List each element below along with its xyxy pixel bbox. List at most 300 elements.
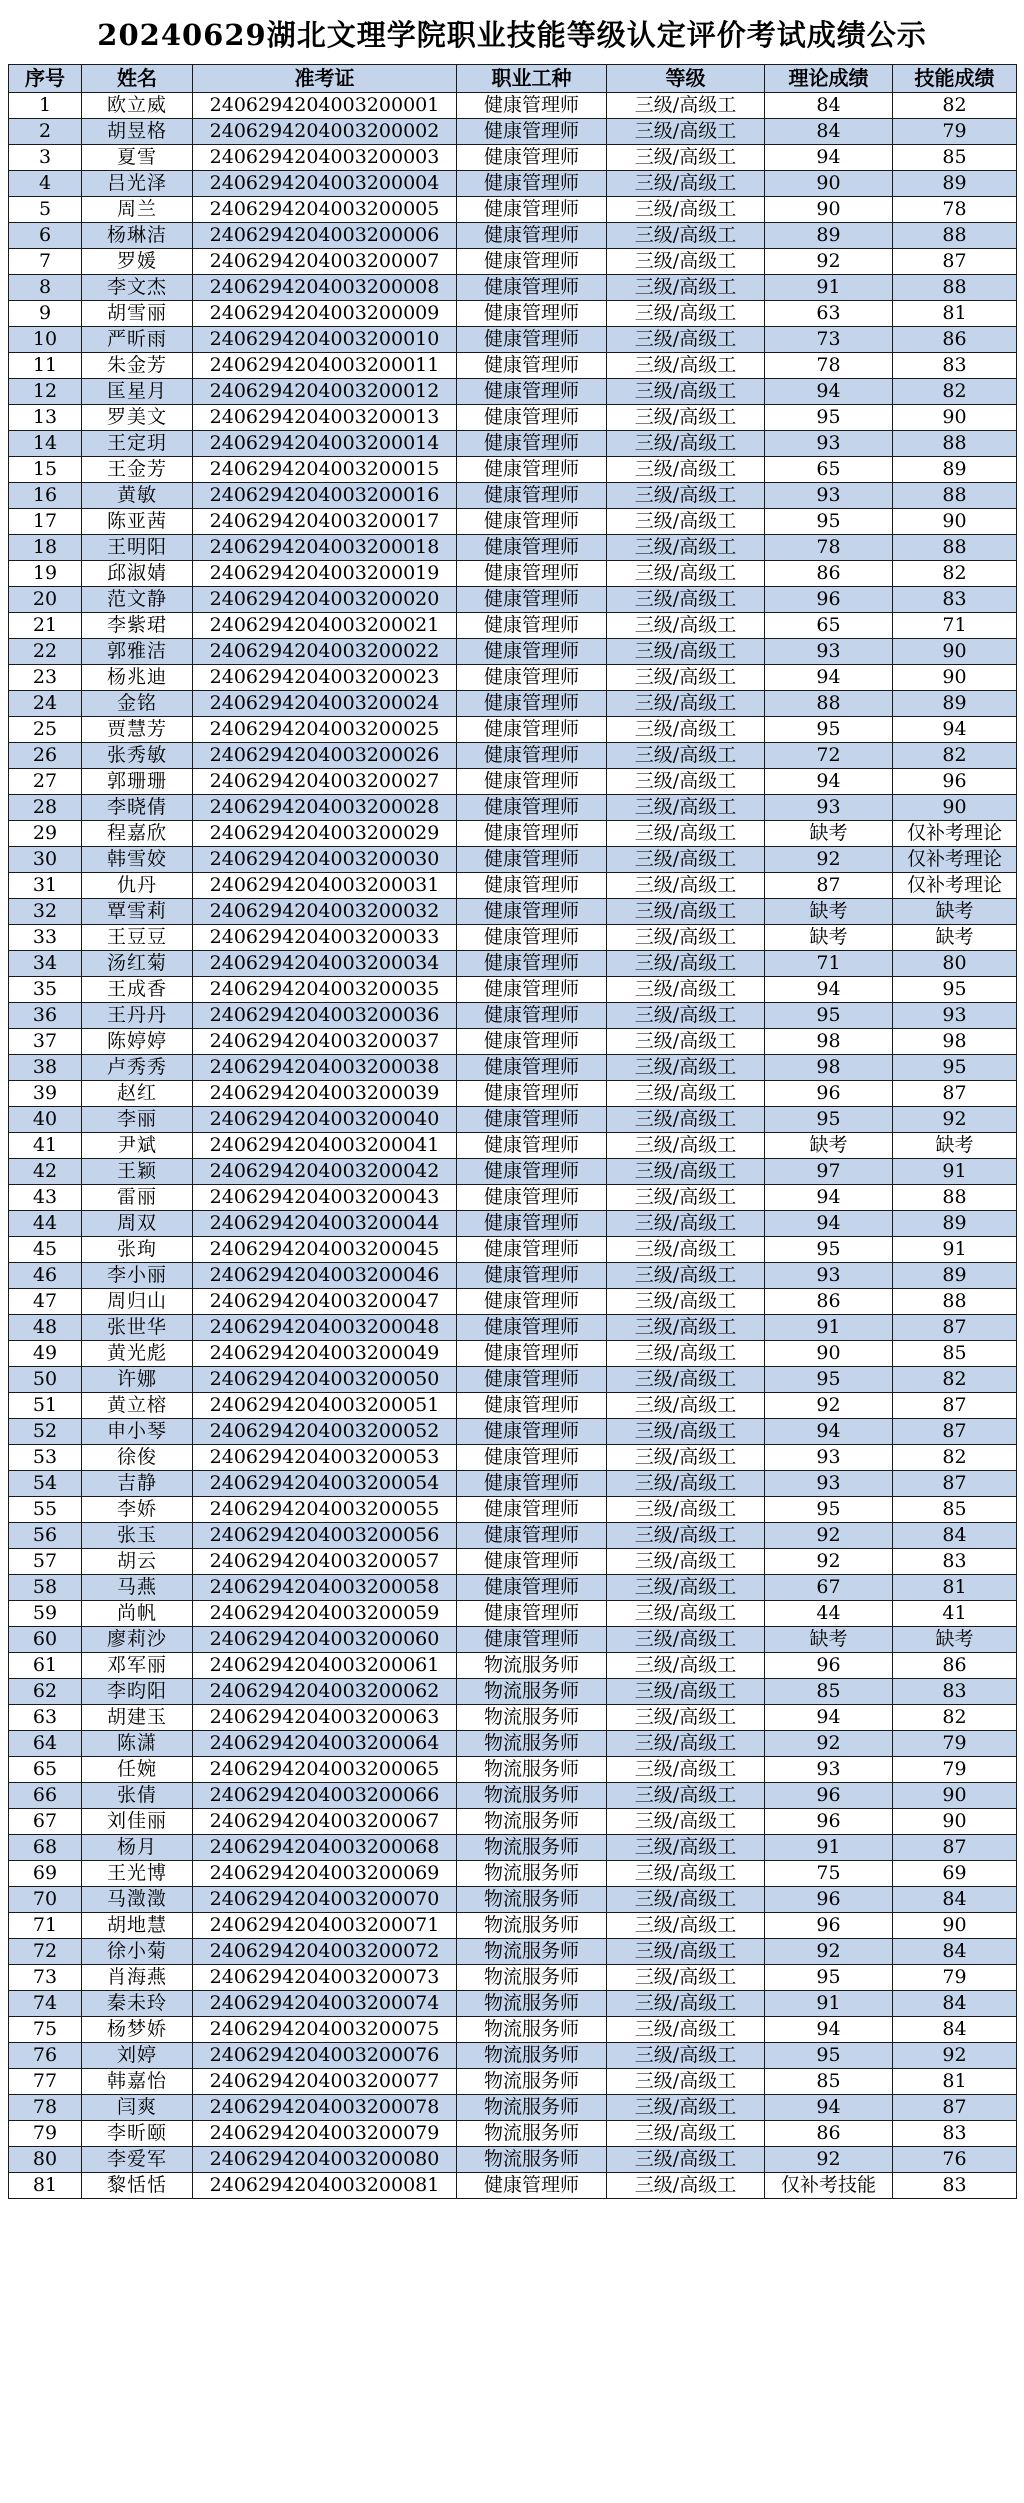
cell-theory-score: 90 bbox=[765, 171, 893, 197]
table-row bbox=[9, 1705, 1017, 1731]
score-table bbox=[8, 64, 1017, 2199]
page-title: 20240629湖北文理学院职业技能等级认定评价考试成绩公示 bbox=[97, 17, 927, 52]
cell-ticket: 2406294204003200013 bbox=[193, 405, 457, 431]
cell-ticket: 2406294204003200010 bbox=[193, 327, 457, 353]
cell-theory-score: 96 bbox=[765, 1653, 893, 1679]
cell-occupation: 健康管理师 bbox=[457, 847, 607, 873]
cell-level: 三级/高级工 bbox=[607, 301, 765, 327]
cell-ticket: 2406294204003200072 bbox=[193, 1939, 457, 1965]
cell-occupation: 物流服务师 bbox=[457, 1913, 607, 1939]
cell-skill-score: 92 bbox=[893, 2043, 1017, 2069]
cell-ticket: 2406294204003200029 bbox=[193, 821, 457, 847]
cell-occupation: 物流服务师 bbox=[457, 1835, 607, 1861]
cell-skill-score: 90 bbox=[893, 1913, 1017, 1939]
cell-theory-score: 95 bbox=[765, 509, 893, 535]
header-ticket: 准考证 bbox=[193, 65, 457, 93]
cell-occupation: 健康管理师 bbox=[457, 1523, 607, 1549]
cell-name: 胡地慧 bbox=[82, 1913, 193, 1939]
cell-name: 李紫珺 bbox=[82, 613, 193, 639]
cell-ticket: 2406294204003200032 bbox=[193, 899, 457, 925]
cell-theory-score: 94 bbox=[765, 665, 893, 691]
cell-theory-score: 73 bbox=[765, 327, 893, 353]
cell-index: 37 bbox=[9, 1029, 82, 1055]
table-row bbox=[9, 1809, 1017, 1835]
cell-index: 58 bbox=[9, 1575, 82, 1601]
cell-theory-score: 85 bbox=[765, 1679, 893, 1705]
table-row bbox=[9, 1913, 1017, 1939]
table-row bbox=[9, 301, 1017, 327]
header-occupation: 职业工种 bbox=[457, 65, 607, 93]
cell-ticket: 2406294204003200060 bbox=[193, 1627, 457, 1653]
cell-ticket: 2406294204003200075 bbox=[193, 2017, 457, 2043]
cell-theory-score: 96 bbox=[765, 587, 893, 613]
cell-name: 杨兆迪 bbox=[82, 665, 193, 691]
cell-ticket: 2406294204003200006 bbox=[193, 223, 457, 249]
cell-index: 14 bbox=[9, 431, 82, 457]
cell-index: 31 bbox=[9, 873, 82, 899]
cell-occupation: 物流服务师 bbox=[457, 1965, 607, 1991]
cell-level: 三级/高级工 bbox=[607, 1263, 765, 1289]
cell-occupation: 健康管理师 bbox=[457, 691, 607, 717]
cell-occupation: 健康管理师 bbox=[457, 925, 607, 951]
cell-skill-score: 87 bbox=[893, 1471, 1017, 1497]
cell-level: 三级/高级工 bbox=[607, 1991, 765, 2017]
cell-index: 1 bbox=[9, 93, 82, 119]
cell-name: 王明阳 bbox=[82, 535, 193, 561]
cell-occupation: 物流服务师 bbox=[457, 1939, 607, 1965]
cell-occupation: 物流服务师 bbox=[457, 2121, 607, 2147]
cell-level: 三级/高级工 bbox=[607, 509, 765, 535]
cell-occupation: 健康管理师 bbox=[457, 821, 607, 847]
table-row bbox=[9, 457, 1017, 483]
cell-skill-score: 仅补考理论 bbox=[893, 873, 1017, 899]
cell-theory-score: 84 bbox=[765, 93, 893, 119]
cell-occupation: 健康管理师 bbox=[457, 769, 607, 795]
cell-level: 三级/高级工 bbox=[607, 327, 765, 353]
cell-skill-score: 缺考 bbox=[893, 925, 1017, 951]
table-row bbox=[9, 145, 1017, 171]
cell-skill-score: 90 bbox=[893, 665, 1017, 691]
cell-skill-score: 85 bbox=[893, 145, 1017, 171]
cell-skill-score: 92 bbox=[893, 1107, 1017, 1133]
cell-theory-score: 94 bbox=[765, 1419, 893, 1445]
header-index: 序号 bbox=[9, 65, 82, 93]
cell-name: 周双 bbox=[82, 1211, 193, 1237]
cell-name: 吉静 bbox=[82, 1471, 193, 1497]
cell-occupation: 健康管理师 bbox=[457, 327, 607, 353]
cell-level: 三级/高级工 bbox=[607, 1107, 765, 1133]
table-row bbox=[9, 821, 1017, 847]
cell-skill-score: 88 bbox=[893, 275, 1017, 301]
cell-theory-score: 93 bbox=[765, 639, 893, 665]
cell-level: 三级/高级工 bbox=[607, 1003, 765, 1029]
cell-index: 21 bbox=[9, 613, 82, 639]
cell-level: 三级/高级工 bbox=[607, 1367, 765, 1393]
cell-level: 三级/高级工 bbox=[607, 1471, 765, 1497]
cell-ticket: 2406294204003200073 bbox=[193, 1965, 457, 1991]
cell-name: 任婉 bbox=[82, 1757, 193, 1783]
cell-theory-score: 92 bbox=[765, 1393, 893, 1419]
cell-skill-score: 91 bbox=[893, 1237, 1017, 1263]
table-body bbox=[9, 93, 1017, 2199]
cell-index: 22 bbox=[9, 639, 82, 665]
cell-skill-score: 85 bbox=[893, 1497, 1017, 1523]
cell-occupation: 健康管理师 bbox=[457, 171, 607, 197]
cell-ticket: 2406294204003200035 bbox=[193, 977, 457, 1003]
cell-index: 61 bbox=[9, 1653, 82, 1679]
table-row bbox=[9, 1055, 1017, 1081]
cell-skill-score: 83 bbox=[893, 587, 1017, 613]
cell-level: 三级/高级工 bbox=[607, 2147, 765, 2173]
cell-ticket: 2406294204003200005 bbox=[193, 197, 457, 223]
cell-ticket: 2406294204003200025 bbox=[193, 717, 457, 743]
table-row bbox=[9, 1003, 1017, 1029]
table-row bbox=[9, 1133, 1017, 1159]
cell-name: 罗媛 bbox=[82, 249, 193, 275]
cell-name: 徐俊 bbox=[82, 1445, 193, 1471]
table-row bbox=[9, 1731, 1017, 1757]
cell-skill-score: 79 bbox=[893, 1965, 1017, 1991]
cell-level: 三级/高级工 bbox=[607, 1419, 765, 1445]
table-row bbox=[9, 1783, 1017, 1809]
cell-skill-score: 83 bbox=[893, 353, 1017, 379]
cell-theory-score: 93 bbox=[765, 1263, 893, 1289]
table-row bbox=[9, 1341, 1017, 1367]
cell-theory-score: 94 bbox=[765, 379, 893, 405]
cell-theory-score: 86 bbox=[765, 1289, 893, 1315]
cell-index: 44 bbox=[9, 1211, 82, 1237]
cell-name: 李文杰 bbox=[82, 275, 193, 301]
cell-skill-score: 94 bbox=[893, 717, 1017, 743]
cell-index: 32 bbox=[9, 899, 82, 925]
table-row bbox=[9, 1081, 1017, 1107]
cell-skill-score: 83 bbox=[893, 2121, 1017, 2147]
table-row bbox=[9, 405, 1017, 431]
cell-skill-score: 81 bbox=[893, 301, 1017, 327]
cell-occupation: 健康管理师 bbox=[457, 249, 607, 275]
cell-name: 赵红 bbox=[82, 1081, 193, 1107]
table-row bbox=[9, 1471, 1017, 1497]
cell-occupation: 健康管理师 bbox=[457, 1003, 607, 1029]
cell-name: 胡雪丽 bbox=[82, 301, 193, 327]
cell-index: 12 bbox=[9, 379, 82, 405]
cell-occupation: 健康管理师 bbox=[457, 795, 607, 821]
table-row bbox=[9, 587, 1017, 613]
table-row bbox=[9, 379, 1017, 405]
table-row bbox=[9, 743, 1017, 769]
cell-index: 39 bbox=[9, 1081, 82, 1107]
cell-level: 三级/高级工 bbox=[607, 561, 765, 587]
cell-index: 10 bbox=[9, 327, 82, 353]
cell-occupation: 健康管理师 bbox=[457, 951, 607, 977]
cell-occupation: 物流服务师 bbox=[457, 2017, 607, 2043]
cell-occupation: 健康管理师 bbox=[457, 1315, 607, 1341]
cell-theory-score: 96 bbox=[765, 1081, 893, 1107]
cell-skill-score: 89 bbox=[893, 1263, 1017, 1289]
cell-ticket: 2406294204003200067 bbox=[193, 1809, 457, 1835]
cell-name: 张珣 bbox=[82, 1237, 193, 1263]
table-row bbox=[9, 717, 1017, 743]
cell-level: 三级/高级工 bbox=[607, 1835, 765, 1861]
table-row bbox=[9, 1367, 1017, 1393]
cell-ticket: 2406294204003200039 bbox=[193, 1081, 457, 1107]
cell-theory-score: 65 bbox=[765, 613, 893, 639]
cell-theory-score: 96 bbox=[765, 1913, 893, 1939]
cell-skill-score: 82 bbox=[893, 379, 1017, 405]
cell-ticket: 2406294204003200042 bbox=[193, 1159, 457, 1185]
cell-ticket: 2406294204003200026 bbox=[193, 743, 457, 769]
cell-ticket: 2406294204003200036 bbox=[193, 1003, 457, 1029]
cell-skill-score: 89 bbox=[893, 457, 1017, 483]
cell-occupation: 物流服务师 bbox=[457, 1679, 607, 1705]
table-row bbox=[9, 483, 1017, 509]
cell-skill-score: 86 bbox=[893, 1653, 1017, 1679]
cell-level: 三级/高级工 bbox=[607, 2069, 765, 2095]
table-row bbox=[9, 119, 1017, 145]
cell-ticket: 2406294204003200033 bbox=[193, 925, 457, 951]
cell-ticket: 2406294204003200011 bbox=[193, 353, 457, 379]
table-row bbox=[9, 1497, 1017, 1523]
cell-theory-score: 94 bbox=[765, 1705, 893, 1731]
table-row bbox=[9, 1263, 1017, 1289]
cell-index: 27 bbox=[9, 769, 82, 795]
table-row bbox=[9, 1965, 1017, 1991]
cell-index: 23 bbox=[9, 665, 82, 691]
cell-index: 5 bbox=[9, 197, 82, 223]
cell-theory-score: 91 bbox=[765, 275, 893, 301]
cell-index: 45 bbox=[9, 1237, 82, 1263]
cell-index: 74 bbox=[9, 1991, 82, 2017]
cell-level: 三级/高级工 bbox=[607, 431, 765, 457]
cell-name: 贾慧芳 bbox=[82, 717, 193, 743]
cell-level: 三级/高级工 bbox=[607, 171, 765, 197]
table-row bbox=[9, 665, 1017, 691]
cell-occupation: 健康管理师 bbox=[457, 665, 607, 691]
cell-name: 李晓倩 bbox=[82, 795, 193, 821]
cell-name: 周兰 bbox=[82, 197, 193, 223]
cell-skill-score: 88 bbox=[893, 431, 1017, 457]
cell-theory-score: 92 bbox=[765, 1939, 893, 1965]
cell-theory-score: 缺考 bbox=[765, 821, 893, 847]
table-row bbox=[9, 1991, 1017, 2017]
cell-skill-score: 缺考 bbox=[893, 1627, 1017, 1653]
cell-level: 三级/高级工 bbox=[607, 1549, 765, 1575]
cell-occupation: 健康管理师 bbox=[457, 1471, 607, 1497]
cell-occupation: 健康管理师 bbox=[457, 1549, 607, 1575]
cell-occupation: 物流服务师 bbox=[457, 2043, 607, 2069]
cell-theory-score: 98 bbox=[765, 1029, 893, 1055]
cell-index: 43 bbox=[9, 1185, 82, 1211]
table-row bbox=[9, 639, 1017, 665]
cell-ticket: 2406294204003200002 bbox=[193, 119, 457, 145]
cell-skill-score: 81 bbox=[893, 1575, 1017, 1601]
cell-theory-score: 95 bbox=[765, 1965, 893, 1991]
cell-skill-score: 90 bbox=[893, 1809, 1017, 1835]
cell-skill-score: 84 bbox=[893, 2017, 1017, 2043]
cell-skill-score: 88 bbox=[893, 535, 1017, 561]
cell-level: 三级/高级工 bbox=[607, 1393, 765, 1419]
cell-index: 65 bbox=[9, 1757, 82, 1783]
cell-theory-score: 96 bbox=[765, 1783, 893, 1809]
cell-index: 69 bbox=[9, 1861, 82, 1887]
cell-level: 三级/高级工 bbox=[607, 379, 765, 405]
cell-name: 尚帆 bbox=[82, 1601, 193, 1627]
cell-level: 三级/高级工 bbox=[607, 197, 765, 223]
cell-level: 三级/高级工 bbox=[607, 353, 765, 379]
cell-level: 三级/高级工 bbox=[607, 535, 765, 561]
cell-name: 黎恬恬 bbox=[82, 2173, 193, 2199]
table-row bbox=[9, 223, 1017, 249]
cell-level: 三级/高级工 bbox=[607, 1705, 765, 1731]
cell-level: 三级/高级工 bbox=[607, 1159, 765, 1185]
cell-theory-score: 92 bbox=[765, 1731, 893, 1757]
cell-occupation: 健康管理师 bbox=[457, 587, 607, 613]
cell-theory-score: 92 bbox=[765, 249, 893, 275]
cell-name: 郭珊珊 bbox=[82, 769, 193, 795]
cell-name: 范文静 bbox=[82, 587, 193, 613]
cell-index: 2 bbox=[9, 119, 82, 145]
cell-level: 三级/高级工 bbox=[607, 1887, 765, 1913]
cell-theory-score: 93 bbox=[765, 1757, 893, 1783]
cell-name: 闫爽 bbox=[82, 2095, 193, 2121]
table-row bbox=[9, 1445, 1017, 1471]
cell-occupation: 健康管理师 bbox=[457, 119, 607, 145]
cell-index: 40 bbox=[9, 1107, 82, 1133]
cell-occupation: 健康管理师 bbox=[457, 1237, 607, 1263]
cell-index: 59 bbox=[9, 1601, 82, 1627]
cell-level: 三级/高级工 bbox=[607, 769, 765, 795]
cell-level: 三级/高级工 bbox=[607, 665, 765, 691]
cell-level: 三级/高级工 bbox=[607, 1211, 765, 1237]
cell-ticket: 2406294204003200052 bbox=[193, 1419, 457, 1445]
cell-ticket: 2406294204003200079 bbox=[193, 2121, 457, 2147]
cell-name: 严昕雨 bbox=[82, 327, 193, 353]
cell-index: 81 bbox=[9, 2173, 82, 2199]
cell-ticket: 2406294204003200081 bbox=[193, 2173, 457, 2199]
cell-skill-score: 96 bbox=[893, 769, 1017, 795]
table-row bbox=[9, 2017, 1017, 2043]
table-row bbox=[9, 1029, 1017, 1055]
cell-level: 三级/高级工 bbox=[607, 119, 765, 145]
cell-level: 三级/高级工 bbox=[607, 1341, 765, 1367]
cell-name: 李昕颐 bbox=[82, 2121, 193, 2147]
cell-name: 李爱军 bbox=[82, 2147, 193, 2173]
cell-index: 56 bbox=[9, 1523, 82, 1549]
cell-theory-score: 93 bbox=[765, 795, 893, 821]
cell-ticket: 2406294204003200078 bbox=[193, 2095, 457, 2121]
cell-skill-score: 84 bbox=[893, 1939, 1017, 1965]
cell-skill-score: 82 bbox=[893, 743, 1017, 769]
cell-level: 三级/高级工 bbox=[607, 483, 765, 509]
cell-ticket: 2406294204003200021 bbox=[193, 613, 457, 639]
cell-ticket: 2406294204003200016 bbox=[193, 483, 457, 509]
cell-occupation: 健康管理师 bbox=[457, 483, 607, 509]
cell-index: 66 bbox=[9, 1783, 82, 1809]
cell-level: 三级/高级工 bbox=[607, 925, 765, 951]
cell-index: 3 bbox=[9, 145, 82, 171]
cell-ticket: 2406294204003200007 bbox=[193, 249, 457, 275]
cell-theory-score: 93 bbox=[765, 1445, 893, 1471]
cell-level: 三级/高级工 bbox=[607, 691, 765, 717]
cell-name: 李娇 bbox=[82, 1497, 193, 1523]
cell-skill-score: 86 bbox=[893, 327, 1017, 353]
cell-ticket: 2406294204003200057 bbox=[193, 1549, 457, 1575]
cell-skill-score: 69 bbox=[893, 1861, 1017, 1887]
cell-theory-score: 缺考 bbox=[765, 1627, 893, 1653]
cell-level: 三级/高级工 bbox=[607, 1939, 765, 1965]
cell-index: 35 bbox=[9, 977, 82, 1003]
table-row bbox=[9, 795, 1017, 821]
cell-occupation: 健康管理师 bbox=[457, 1367, 607, 1393]
cell-occupation: 健康管理师 bbox=[457, 2173, 607, 2199]
cell-name: 王颖 bbox=[82, 1159, 193, 1185]
cell-index: 64 bbox=[9, 1731, 82, 1757]
cell-index: 79 bbox=[9, 2121, 82, 2147]
table-row bbox=[9, 1601, 1017, 1627]
cell-occupation: 健康管理师 bbox=[457, 561, 607, 587]
table-row bbox=[9, 1315, 1017, 1341]
cell-ticket: 2406294204003200041 bbox=[193, 1133, 457, 1159]
cell-skill-score: 84 bbox=[893, 1523, 1017, 1549]
cell-ticket: 2406294204003200001 bbox=[193, 93, 457, 119]
cell-index: 49 bbox=[9, 1341, 82, 1367]
table-row bbox=[9, 561, 1017, 587]
table-row bbox=[9, 353, 1017, 379]
cell-name: 杨梦娇 bbox=[82, 2017, 193, 2043]
table-row bbox=[9, 1627, 1017, 1653]
cell-skill-score: 84 bbox=[893, 1991, 1017, 2017]
cell-ticket: 2406294204003200076 bbox=[193, 2043, 457, 2069]
cell-theory-score: 95 bbox=[765, 717, 893, 743]
cell-theory-score: 85 bbox=[765, 2069, 893, 2095]
cell-theory-score: 93 bbox=[765, 1471, 893, 1497]
cell-occupation: 物流服务师 bbox=[457, 1705, 607, 1731]
cell-ticket: 2406294204003200054 bbox=[193, 1471, 457, 1497]
cell-name: 李丽 bbox=[82, 1107, 193, 1133]
cell-occupation: 健康管理师 bbox=[457, 301, 607, 327]
cell-ticket: 2406294204003200056 bbox=[193, 1523, 457, 1549]
cell-index: 16 bbox=[9, 483, 82, 509]
cell-occupation: 健康管理师 bbox=[457, 717, 607, 743]
cell-skill-score: 85 bbox=[893, 1341, 1017, 1367]
cell-level: 三级/高级工 bbox=[607, 873, 765, 899]
cell-theory-score: 78 bbox=[765, 535, 893, 561]
cell-ticket: 2406294204003200023 bbox=[193, 665, 457, 691]
cell-skill-score: 90 bbox=[893, 1783, 1017, 1809]
cell-name: 陈潇 bbox=[82, 1731, 193, 1757]
cell-name: 覃雪莉 bbox=[82, 899, 193, 925]
cell-skill-score: 83 bbox=[893, 1549, 1017, 1575]
cell-name: 金铭 bbox=[82, 691, 193, 717]
cell-name: 朱金芳 bbox=[82, 353, 193, 379]
cell-occupation: 健康管理师 bbox=[457, 353, 607, 379]
table-row bbox=[9, 1887, 1017, 1913]
cell-name: 仇丹 bbox=[82, 873, 193, 899]
cell-index: 55 bbox=[9, 1497, 82, 1523]
table-row bbox=[9, 431, 1017, 457]
cell-ticket: 2406294204003200055 bbox=[193, 1497, 457, 1523]
cell-skill-score: 87 bbox=[893, 1419, 1017, 1445]
cell-index: 53 bbox=[9, 1445, 82, 1471]
cell-skill-score: 95 bbox=[893, 977, 1017, 1003]
cell-ticket: 2406294204003200044 bbox=[193, 1211, 457, 1237]
cell-ticket: 2406294204003200051 bbox=[193, 1393, 457, 1419]
cell-skill-score: 82 bbox=[893, 1367, 1017, 1393]
cell-name: 夏雪 bbox=[82, 145, 193, 171]
cell-index: 29 bbox=[9, 821, 82, 847]
cell-name: 吕光泽 bbox=[82, 171, 193, 197]
table-row bbox=[9, 1185, 1017, 1211]
